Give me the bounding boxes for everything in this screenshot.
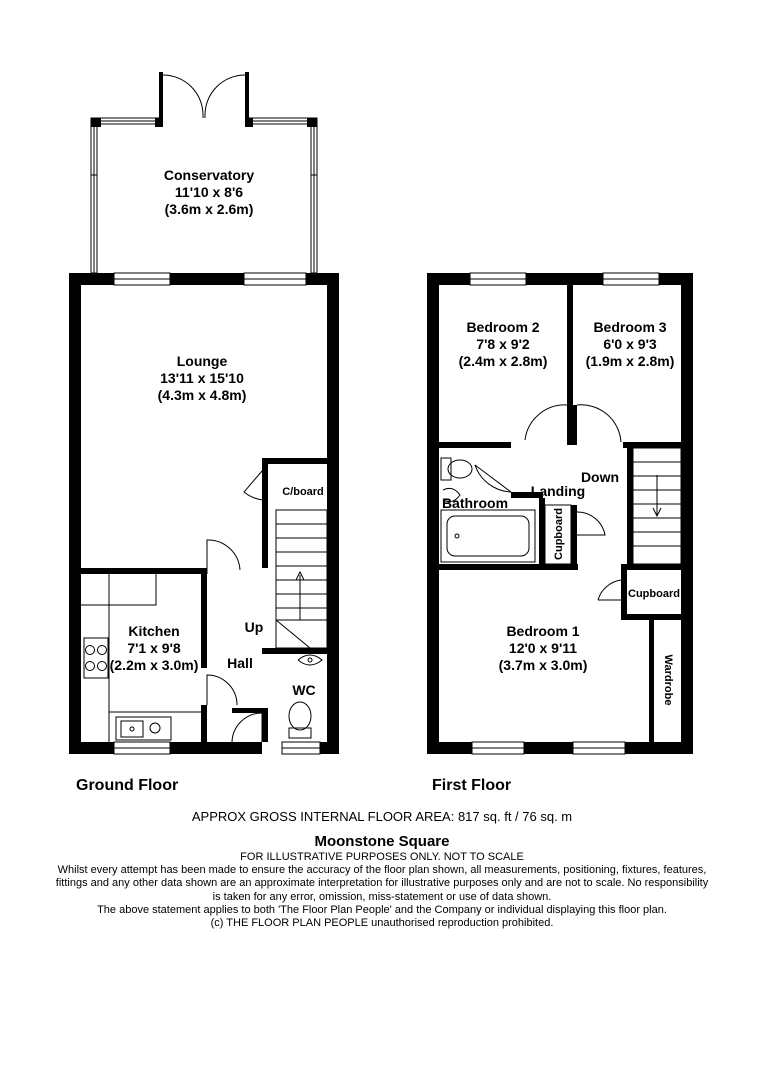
ground-floor-title: Ground Floor bbox=[76, 777, 179, 794]
landing-label: Landing bbox=[530, 483, 586, 499]
disclaimer-line: Whilst every attempt has been made to ensure the accuracy of the floor plan shown, all measurements, positioning, fixtures, features, bbox=[57, 864, 707, 877]
property-name: Moonstone Square bbox=[314, 833, 450, 850]
kitchen-name: Kitchen bbox=[128, 623, 180, 639]
conservatory-dimensions-metric: (3.6m x 2.6m) bbox=[164, 201, 254, 217]
bedroom1-dimensions-metric: (3.7m x 3.0m) bbox=[498, 657, 588, 673]
floor-area-text: APPROX GROSS INTERNAL FLOOR AREA: 817 sq. ft / 76 sq. m bbox=[191, 809, 573, 824]
ground-floor-labels bbox=[110, 167, 324, 698]
bedroom3-dimensions-metric: (1.9m x 2.8m) bbox=[585, 353, 675, 369]
first-floor-plan bbox=[427, 273, 693, 754]
first-floor-title: First Floor bbox=[432, 777, 512, 794]
bathroom-label: Bathroom bbox=[441, 495, 509, 511]
bedroom2-dimensions-imperial: 7'8 x 9'2 bbox=[476, 336, 530, 352]
bedroom2-dimensions-metric: (2.4m x 2.8m) bbox=[458, 353, 548, 369]
disclaimer-line: (c) THE FLOOR PLAN PEOPLE unauthorised reproduction prohibited. bbox=[210, 917, 554, 930]
bedroom3-dimensions-imperial: 6'0 x 9'3 bbox=[603, 336, 657, 352]
kitchen-dimensions-imperial: 7'1 x 9'8 bbox=[127, 640, 181, 656]
conservatory-name: Conservatory bbox=[163, 167, 255, 183]
ground-floor-plan bbox=[69, 72, 339, 754]
wardrobe-label: Wardrobe bbox=[662, 654, 674, 706]
hall-label: Hall bbox=[227, 655, 253, 671]
disclaimer-line: FOR ILLUSTRATIVE PURPOSES ONLY. NOT TO SCALE bbox=[240, 851, 524, 863]
disclaimer bbox=[0, 851, 764, 930]
cupboard-vertical-label: Cupboard bbox=[553, 508, 565, 560]
ground-floor-stairs bbox=[276, 510, 327, 648]
cboard-label: C/board bbox=[282, 486, 324, 498]
disclaimer-line: The above statement applies to both 'The Floor Plan People' and the Company or individual displaying this floor plan. bbox=[97, 903, 667, 916]
bedroom1-dimensions-imperial: 12'0 x 9'11 bbox=[508, 640, 578, 656]
first-floor-stairs bbox=[633, 448, 681, 564]
ground-floor-doors bbox=[207, 464, 268, 743]
first-floor-labels bbox=[442, 319, 680, 705]
lounge-dimensions-metric: (4.3m x 4.8m) bbox=[157, 387, 247, 403]
down-label: Down bbox=[580, 469, 620, 485]
ground-floor-windows bbox=[114, 273, 320, 754]
bedroom2-name: Bedroom 2 bbox=[466, 319, 540, 335]
bedroom3-name: Bedroom 3 bbox=[593, 319, 667, 335]
disclaimer-line: fittings and any other data shown are an approximate interpretation for illustrative purposes only and are not to scale. No responsibility bbox=[55, 877, 709, 890]
wc-label: WC bbox=[292, 682, 316, 698]
disclaimer-line: is taken for any error, omission, miss-statement or use of data shown. bbox=[212, 890, 552, 903]
lounge-name: Lounge bbox=[176, 353, 228, 369]
cupboard-label: Cupboard bbox=[628, 588, 680, 600]
bedroom1-name: Bedroom 1 bbox=[506, 623, 580, 639]
kitchen-dimensions-metric: (2.2m x 3.0m) bbox=[109, 657, 199, 673]
up-label: Up bbox=[244, 619, 264, 635]
conservatory-dimensions-imperial: 11'10 x 8'6 bbox=[174, 184, 244, 200]
lounge-dimensions-imperial: 13'11 x 15'10 bbox=[160, 370, 244, 386]
